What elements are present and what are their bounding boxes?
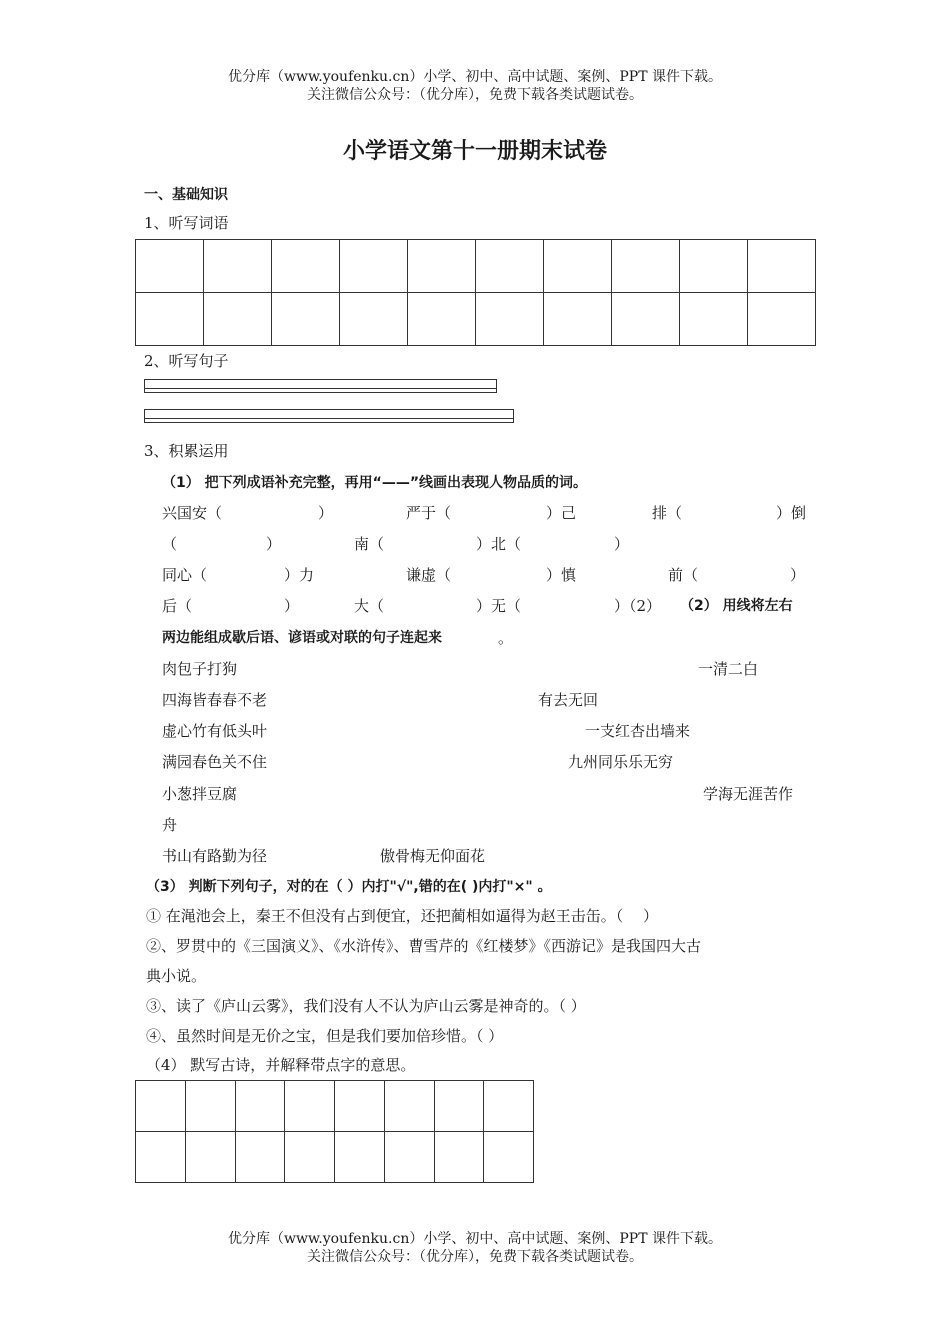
idiom-cell: 兴国安（ (162, 504, 223, 522)
pair-left: 小葱拌豆腐 (162, 785, 238, 803)
pair-left: 四海皆春春不老 (162, 691, 268, 709)
idiom-cell: ）无（ (476, 597, 522, 615)
header-line-2: 关注微信公众号：（优分库），免费下载各类试题试卷。 (307, 87, 643, 103)
idiom-cell: 严于（ (406, 504, 452, 522)
idiom-cell: ） (318, 504, 334, 522)
q2-label: 2、听写句子 (144, 352, 229, 370)
judge-item: 典小说。 (146, 967, 207, 985)
q3-label: 3、积累运用 (144, 442, 229, 460)
pair-right: 一清二白 (698, 660, 759, 678)
footer-line-2: 关注微信公众号：（优分库），免费下载各类试题试卷。 (307, 1249, 643, 1265)
idiom-cell: ） (266, 535, 282, 553)
section-heading: 一、基础知识 (144, 187, 228, 203)
idiom-cell: 后（ (162, 597, 193, 615)
q3-2-instruction-a: （2） 用线将左右 (680, 598, 793, 614)
idiom-cell: （ (162, 535, 178, 553)
judge-item: ④、虽然时间是无价之宝，但是我们要加倍珍惜。（ ） (146, 1027, 504, 1045)
idiom-cell: ）北（ (476, 535, 522, 553)
idiom-cell: 谦虚（ (406, 566, 452, 584)
idiom-cell: ）力 (284, 566, 315, 584)
idiom-cell: 前（ (668, 566, 699, 584)
idiom-cell: ） (614, 535, 630, 553)
poem-writing-grid[interactable] (135, 1080, 534, 1183)
pair-left: 肉包子打狗 (162, 660, 238, 678)
footer-line-1: 优分库（www.youfenku.cn）小学、初中、高中试题、案例、PPT 课件下载。 (227, 1231, 722, 1247)
pair-right: 一支红杏出墙来 (585, 722, 691, 740)
sentence-line-1[interactable] (144, 379, 497, 393)
idiom-cell: 大（ (354, 597, 385, 615)
q3-3-instruction: （3） 判断下列句子，对的在（ ）内打"√",错的在( )内打"×" 。 (146, 879, 552, 895)
q1-label: 1、听写词语 (144, 214, 229, 232)
word-dictation-grid[interactable] (135, 239, 816, 346)
idiom-cell: 同心（ (162, 566, 208, 584)
judge-item: ① 在渑池会上，秦王不但没有占到便宜，还把蔺相如逼得为赵王击缶。（ ） (146, 907, 659, 925)
idiom-cell: ） (284, 597, 300, 615)
pair-left: 舟 (162, 816, 178, 834)
idiom-cell: ）（2） (614, 597, 662, 615)
pair-left: 书山有路勤为径 (162, 847, 268, 865)
idiom-cell: ） (790, 566, 806, 584)
pair-right: 九州同乐乐无穷 (568, 753, 674, 771)
idiom-cell: ）倒 (776, 504, 807, 522)
page-title: 小学语文第十一册期末试卷 (342, 139, 607, 164)
pair-left: 满园春色关不住 (162, 753, 268, 771)
idiom-cell: ）己 (546, 504, 577, 522)
q3-1-instruction: （1） 把下列成语补充完整，再用“——”线画出表现人物品质的词。 (162, 475, 588, 491)
idiom-cell: 排（ (652, 504, 683, 522)
q3-4-instruction: （4） 默写古诗，并解释带点字的意思。 (146, 1056, 416, 1074)
pair-left: 虚心竹有低头叶 (162, 722, 268, 740)
idiom-cell: ）慎 (546, 566, 577, 584)
q3-2-instruction-b: 两边能组成歇后语、谚语或对联的句子连起来 (162, 630, 442, 646)
header-line-1: 优分库（www.youfenku.cn）小学、初中、高中试题、案例、PPT 课件下载。 (227, 69, 722, 85)
judge-item: ③、读了《庐山云雾》，我们没有人不认为庐山云雾是神奇的。（ ） (146, 997, 586, 1015)
pair-right: 有去无回 (538, 691, 599, 709)
judge-item: ②、罗贯中的《三国演义》、《水浒传》、曹雪芹的《红楼梦》《西游记》是我国四大古 (146, 937, 702, 955)
sentence-line-2[interactable] (144, 409, 514, 423)
q3-2-instruction-end: 。 (498, 629, 514, 647)
pair-right: 傲骨梅无仰面花 (380, 847, 486, 865)
idiom-cell: 南（ (354, 535, 385, 553)
pair-right: 学海无涯苦作 (703, 785, 794, 803)
